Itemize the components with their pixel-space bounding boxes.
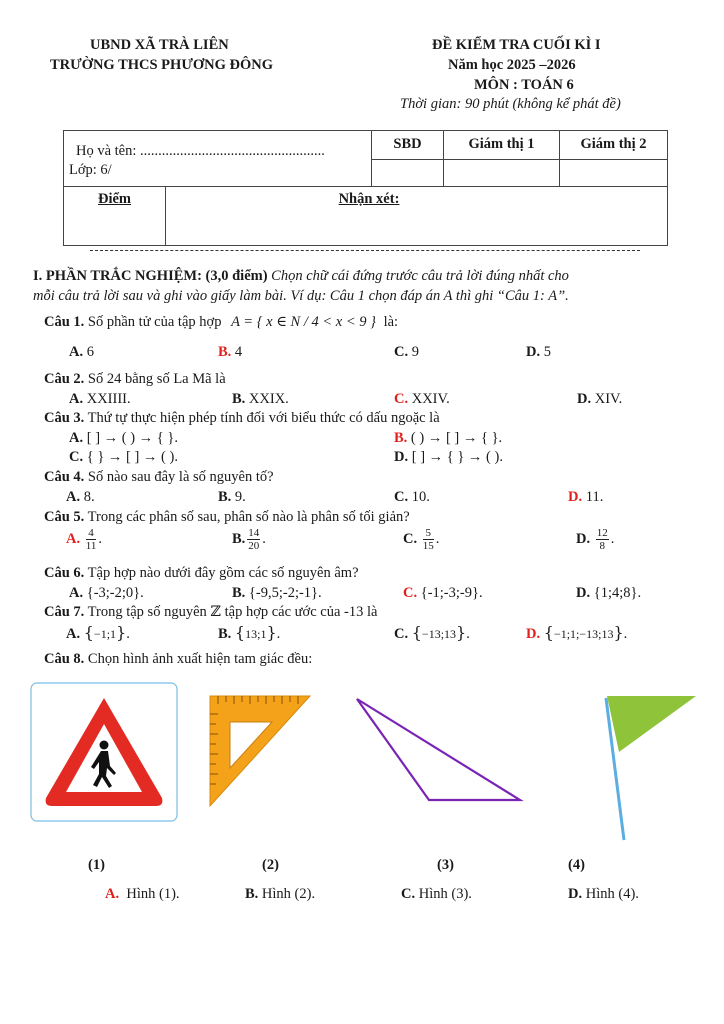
- header-district: UBND XÃ TRÀ LIÊN: [90, 37, 229, 53]
- name-field-label: Họ và tên: ...................................................: [76, 143, 325, 159]
- header-exam-title: ĐỀ KIỂM TRA CUỐI KÌ I: [432, 37, 601, 53]
- q1-option-d: [526, 344, 551, 361]
- q8-label: Câu 8.: [44, 651, 85, 667]
- q7-a-dot: .: [126, 626, 130, 642]
- q4-c-text: 10.: [411, 489, 430, 505]
- q8-b-letter: B.: [245, 886, 259, 902]
- q5-a-denominator: 11: [85, 540, 97, 552]
- q7-a-letter: A.: [66, 626, 81, 642]
- q5-label: Câu 5.: [44, 509, 85, 525]
- q3-a-text: [ ] → ( ) → { }.: [86, 430, 178, 446]
- q4-a-letter: A.: [66, 489, 81, 505]
- question-5: [44, 509, 410, 526]
- q3-c-text: { } → [ ] → ( ).: [86, 449, 178, 465]
- sbd-cell: [372, 160, 444, 187]
- q3-label: Câu 3.: [44, 410, 85, 426]
- set-square-body: [210, 696, 310, 806]
- figure-3-label: (3): [437, 857, 454, 873]
- q3-a-letter: A.: [69, 430, 84, 446]
- q5-b-numerator: 14: [248, 527, 260, 539]
- q3-option-a: [69, 430, 178, 447]
- q2-c-text: XXIV.: [411, 391, 450, 407]
- q5-b-dot: .: [262, 530, 266, 547]
- q4-a-text: 8.: [83, 489, 95, 505]
- q7-c-text: −13;13: [421, 627, 457, 641]
- q3-b-text: ( ) → [ ] → { }.: [410, 430, 503, 446]
- q8-d-text: Hình (4).: [585, 886, 639, 902]
- q2-a-letter: A.: [69, 391, 84, 407]
- q8-option-b: [245, 886, 315, 903]
- q1-a-letter: A.: [69, 344, 84, 360]
- q7-d-letter: D.: [526, 626, 541, 642]
- q8-option-d: [568, 886, 639, 903]
- question-2: [44, 371, 226, 388]
- q6-b-text: {-9,5;-2;-1}.: [248, 585, 322, 601]
- q7-a-text: −1;1: [93, 627, 117, 641]
- q8-option-c: [401, 886, 472, 903]
- header-duration: Thời gian: 90 phút (không kể phát đề): [400, 96, 621, 112]
- q6-option-c: [403, 585, 483, 602]
- q5-c-denominator: 15: [422, 540, 434, 552]
- q8-b-text: Hình (2).: [261, 886, 316, 902]
- q2-option-d: [577, 391, 622, 408]
- q5-d-denominator: 8: [599, 540, 605, 552]
- q6-d-letter: D.: [576, 585, 591, 601]
- q1-tail: là:: [383, 314, 399, 330]
- q1-b-text: 4: [234, 344, 243, 360]
- q5-b-letter: B.: [232, 530, 246, 547]
- q1-d-text: 5: [543, 344, 551, 360]
- q6-label: Câu 6.: [44, 565, 85, 581]
- q5-a-letter: A.: [66, 530, 81, 547]
- q1-text: Số phần tử của tập hợp: [87, 314, 222, 330]
- q7-label: Câu 7.: [44, 604, 85, 620]
- q6-a-text: {-3;-2;0}.: [86, 585, 144, 601]
- q2-d-text: XIV.: [594, 391, 623, 407]
- question-3: [44, 410, 440, 427]
- q6-c-letter: C.: [403, 585, 418, 601]
- q5-a-numerator: 4: [86, 527, 97, 540]
- q1-c-letter: C.: [394, 344, 409, 360]
- q7-option-a: A. {−1;1}.: [66, 623, 130, 642]
- q3-c-letter: C.: [69, 449, 84, 465]
- q4-text: Số nào sau đây là số nguyên tố?: [87, 469, 274, 485]
- proctor2-header: Giám thị 2: [560, 131, 668, 160]
- section1-instruction-1: Chọn chữ cái đứng trước câu trả lời đúng nhất cho: [271, 268, 569, 284]
- q4-b-text: 9.: [234, 489, 246, 505]
- figure-3-triangle: [352, 694, 524, 806]
- q5-c-letter: C.: [403, 530, 418, 547]
- q5-option-a: [66, 527, 102, 552]
- question-8: [44, 651, 312, 668]
- header-subject: MÔN : TOÁN 6: [474, 77, 574, 93]
- q4-d-text: 11.: [585, 489, 604, 505]
- figure-2-label: (2): [262, 857, 279, 873]
- q3-option-d: [394, 449, 503, 466]
- q1-option-b: [218, 344, 242, 361]
- comment-cell: [166, 187, 668, 246]
- q5-a-fraction: [86, 527, 97, 552]
- sbd-header: SBD: [372, 131, 444, 160]
- q8-text: Chọn hình ảnh xuất hiện tam giác đều:: [87, 651, 313, 667]
- q7-option-b: B. {13;1}.: [218, 623, 281, 642]
- green-flag: [607, 696, 696, 752]
- q2-b-text: XXIX.: [248, 391, 289, 407]
- q1-option-c: [394, 344, 419, 361]
- question-6: [44, 565, 359, 582]
- q2-a-text: XXIIII.: [86, 391, 131, 407]
- question-1: [44, 314, 398, 331]
- q8-c-letter: C.: [401, 886, 416, 902]
- q6-option-a: [69, 585, 144, 602]
- q6-option-d: [576, 585, 641, 602]
- figure-1-pedestrian-sign: [30, 682, 178, 822]
- q7-d-text: −1;1;−13;13: [553, 627, 614, 641]
- name-class-cell: [64, 131, 372, 187]
- q8-a-text: Hình (1).: [126, 886, 180, 902]
- q5-d-numerator: 12: [596, 527, 608, 539]
- q5-option-b: [232, 527, 266, 552]
- q5-c-dot: .: [435, 530, 440, 547]
- q3-d-letter: D.: [394, 449, 409, 465]
- q5-option-c: [403, 527, 439, 552]
- q2-option-a: [69, 391, 131, 408]
- proctor2-cell: [560, 160, 668, 187]
- section1-title: I. PHẦN TRẮC NGHIỆM: (3,0 điểm): [33, 268, 268, 284]
- q2-option-c: [394, 391, 450, 408]
- q6-b-letter: B.: [232, 585, 246, 601]
- q1-option-a: [69, 344, 94, 361]
- q2-text: Số 24 bằng số La Mã là: [87, 371, 226, 387]
- q4-d-letter: D.: [568, 489, 583, 505]
- question-4: [44, 469, 274, 486]
- q5-b-denominator: 20: [248, 540, 260, 552]
- q5-text: Trong các phân số sau, phân số nào là phân số tối giản?: [87, 509, 410, 525]
- section1-line1: [33, 268, 569, 285]
- score-cell: [64, 187, 166, 246]
- header-school-year: Năm học 2025 –2026: [448, 57, 576, 73]
- q7-c-dot: .: [466, 626, 470, 642]
- q7-option-c: C. {−13;13}.: [394, 623, 470, 642]
- q4-option-d: [568, 489, 603, 506]
- q4-option-a: [66, 489, 95, 506]
- q2-option-b: [232, 391, 289, 408]
- figure-4-flag: [598, 694, 698, 844]
- section1-instruction-2: mỗi câu trả lời sau và ghi vào giấy làm bài. Ví dụ: Câu 1 chọn đáp án A thì ghi “Câu 1: A”.: [33, 288, 569, 304]
- q1-b-letter: B.: [218, 344, 232, 360]
- purple-triangle: [357, 699, 520, 800]
- q6-option-b: [232, 585, 322, 602]
- q1-a-text: 6: [86, 344, 94, 360]
- q2-d-letter: D.: [577, 391, 592, 407]
- q8-a-letter: A.: [105, 886, 120, 902]
- q6-a-letter: A.: [69, 585, 84, 601]
- q2-b-letter: B.: [232, 391, 246, 407]
- question-7: [44, 604, 377, 621]
- q5-c-numerator: 5: [423, 527, 434, 540]
- q1-label: Câu 1.: [44, 314, 85, 330]
- q3-b-letter: B.: [394, 430, 408, 446]
- q4-b-letter: B.: [218, 489, 232, 505]
- comment-label: Nhận xét:: [338, 191, 400, 207]
- cut-line: [90, 250, 640, 251]
- q3-text: Thứ tự thực hiện phép tính đối với biểu thức có dấu ngoặc là: [87, 410, 440, 426]
- q5-b-fraction: [247, 527, 260, 552]
- q5-c-fraction: [423, 527, 434, 552]
- q7-b-letter: B.: [218, 626, 232, 642]
- header-school: TRƯỜNG THCS PHƯƠNG ĐÔNG: [50, 57, 274, 73]
- q3-option-b: [394, 430, 502, 447]
- q7-d-dot: .: [623, 626, 628, 642]
- score-label: Điểm: [97, 191, 131, 207]
- q7-option-d: D. {−1;1;−13;13}.: [526, 623, 628, 642]
- q6-d-text: {1;4;8}.: [593, 585, 642, 601]
- q6-c-text: {-1;-3;-9}.: [420, 585, 483, 601]
- q3-d-text: [ ] → { } → ( ).: [411, 449, 503, 465]
- figure-2-set-square: [206, 694, 314, 808]
- proctor1-header: Giám thị 1: [444, 131, 560, 160]
- q7-text: Trong tập số nguyên ℤ tập hợp các ước của -13 là: [87, 604, 378, 620]
- q4-label: Câu 4.: [44, 469, 85, 485]
- q7-b-dot: .: [276, 626, 281, 642]
- q2-c-letter: C.: [394, 391, 409, 407]
- figure-1-label: (1): [88, 857, 105, 873]
- q1-c-text: 9: [411, 344, 419, 360]
- q3-option-c: [69, 449, 178, 466]
- q7-c-letter: C.: [394, 626, 409, 642]
- q2-label: Câu 2.: [44, 371, 85, 387]
- q6-text: Tập hợp nào dưới đây gồm các số nguyên âm?: [87, 565, 359, 581]
- figure-4-label: (4): [568, 857, 585, 873]
- class-field-label: Lớp: 6/: [69, 162, 112, 178]
- q1-d-letter: D.: [526, 344, 541, 360]
- proctor1-cell: [444, 160, 560, 187]
- q5-a-dot: .: [98, 530, 102, 547]
- q5-d-letter: D.: [576, 530, 591, 547]
- q5-option-d: [576, 527, 614, 552]
- q7-b-text: 13;1: [245, 627, 267, 641]
- q4-c-letter: C.: [394, 489, 409, 505]
- student-info-table: [63, 130, 668, 246]
- q4-option-b: [218, 489, 246, 506]
- q8-option-a: [105, 886, 180, 903]
- q8-c-text: Hình (3).: [418, 886, 472, 902]
- q4-option-c: [394, 489, 430, 506]
- q1-set-expression: A = { x ∈ N / 4 < x < 9 }: [231, 314, 376, 330]
- q8-d-letter: D.: [568, 886, 583, 902]
- q5-d-dot: .: [610, 530, 615, 547]
- q5-d-fraction: [596, 527, 609, 552]
